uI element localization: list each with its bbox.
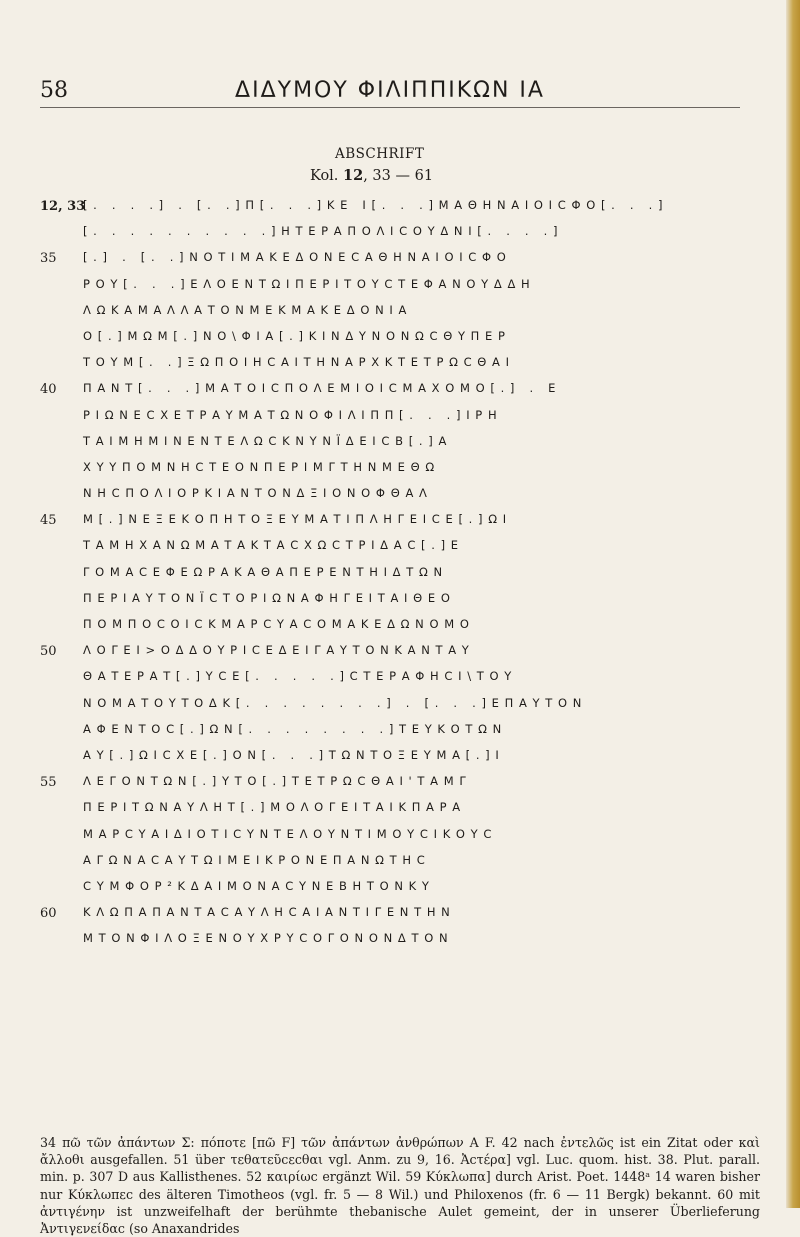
section-heading: ABSCHRIFT [335, 146, 425, 162]
line-text: Ο[.]ΜΩΜ[.]ΝΟ\ΦΙΑ[.]ΚΙΝΔΥΝΟΝΩϹΘΥΠΕΡ [83, 328, 511, 343]
line-text: ΠΟΜΠΟϹΟΙϹΚΜΑΡϹΥΑϹΟΜΑΚΕΔΩΝΟΜΟ [83, 617, 475, 631]
line-text: ΜΑΡϹΥΑΙΔΙΟΤΙϹΥΝΤΕΛΟΥΝΤΙΜΟΥϹΙΚΟΥϹ [83, 826, 498, 841]
column-reference [310, 167, 433, 184]
transcription-line [0, 275, 800, 301]
line-text: [.] . [. .]ΝΟΤΙΜΑΚΕΔΟΝΕϹΑΘΗΝΑΙΟΙϹΦΟ [83, 250, 512, 265]
transcription-line [0, 406, 800, 432]
line-text: ΜΤΟΝΦΙΛΟΞΕΝΟΥΧΡΥϹΟΓΟΝΟΝΔΤΟΝ [83, 931, 454, 946]
transcription-line [0, 929, 800, 955]
column-range: , 33 — 61 [363, 168, 434, 184]
line-text: ΠΑΝΤ[. . .]ΜΑΤΟΙϹΠΟΛΕΜΙΟΙϹΜΑΧΟΜΟ[.] . Ε [83, 381, 562, 396]
page-edge [786, 0, 800, 1208]
transcription-line [0, 353, 800, 379]
line-text: ΛΟΓΕΙ>ΟΔΔΟΥΡΙϹΕΔΕΙΓΑΥΤΟΝΚΑΝΤΑΥ [83, 643, 475, 658]
line-text: ΤΑΜΗΧΑΝΩΜΑΤΑΚΤΑϹΧΩϹΤΡΙΔΑϹ[.]Ε [83, 538, 464, 553]
transcription-lines [0, 196, 800, 955]
line-text: ΝΗϹΠΟΛΙΟΡΚΙΑΝΤΟΝΔΞΙΟΝΟΦΘΑΛ [83, 486, 433, 501]
line-text: ΘΑΤΕΡΑΤ[.]ΥϹΕ[. . . . .]ϹΤΕΡΑΦΗϹΙ\ΤΟΥ [83, 669, 517, 684]
transcription-line [0, 825, 800, 851]
transcription-line [0, 484, 800, 510]
line-text: ΡΙΩΝΕϹΧΕΤΡΑΥΜΑΤΩΝΟΦΙΛΙΠΠ[. . .]ΙΡΗ [83, 407, 503, 422]
transcription-line [0, 432, 800, 458]
line-number: 55 [40, 775, 57, 791]
transcription-line [0, 536, 800, 562]
column-prefix: Kol. [310, 168, 344, 184]
transcription-line [0, 327, 800, 353]
page-number: 58 [40, 78, 68, 103]
apparatus-notes: 34 πῶ τῶν ἀπάντων Σ: πόποτε [πῶ F] τῶν ἀπάντων ἀνθρώπων A F. 42 nach ἐντελῶς ist ein Zitat oder καὶ ἄλλοθι ausgefallen. 51 über τεθατεῦϲεϲθαι vgl. Anm. zu 9, 16. Ἀϲτέρα] vgl. Luc. quom. hist. 38. Plut. parall. min. p. 307 D aus Kallisthenes. 52 καιρίωϲ ergänzt Wil. 59 Κύκλωπα] durch Arist. Poet. 1448ᵃ 14 waren bisher nur Κύκλωπεϲ des älteren Timotheos (vgl. fr. 5 — 8 Wil.) und Philoxenos (fr. 6 — 11 Bergk) bekannt. 60 mit ἀντιγένην ist unzweifelhaft der berühmte thebanische Aulet gemeint, der in unserer Überlieferung Ἀντιγενείδαϲ (so Anaxandrides [40, 1135, 760, 1237]
line-text: ΡΟΥ[. . .]ΕΛΟΕΝΤΩΙΠΕΡΙΤΟΥϹΤΕΦΑΝΟΥΔΔΗ [83, 276, 536, 291]
transcription-line [0, 196, 800, 222]
line-text: ΑΥ[.]ΩΙϹΧΕ[.]ΟΝ[. . .]ΤΩΝΤΟΞΕΥΜΑ[.]Ι [83, 747, 505, 762]
line-number: 12, 33 [40, 199, 86, 214]
line-number: 45 [40, 513, 57, 529]
header-rule [40, 107, 740, 108]
line-text: ΠΕΡΙΑΥΤΟΝΪϹΤΟΡΙΩΝΑΦΗΓΕΙΤΑΙΘΕΟ [83, 590, 456, 605]
running-header [40, 78, 740, 108]
line-number: 40 [40, 382, 57, 398]
transcription-line [0, 877, 800, 903]
transcription-line [0, 458, 800, 484]
transcription-line [0, 641, 800, 667]
line-text: ΚΛΩΠΑΠΑΝΤΑϹΑΥΛΗϹΑΙΑΝΤΙΓΕΝΤΗΝ [83, 905, 456, 920]
transcription-line [0, 248, 800, 274]
line-text: ΤΟΥΜ[. .]ΞΩΠΟΙΗϹΑΙΤΗΝΑΡΧΚΤΕΤΡΩϹΘΑΙ [83, 355, 515, 370]
transcription-line [0, 510, 800, 536]
transcription-line [0, 720, 800, 746]
line-number: 35 [40, 251, 57, 267]
line-text: ΧΥΥΠΟΜΝΗϹΤΕΟΝΠΕΡΙΜΓΤΗΝΜΕΘΩ [83, 459, 440, 474]
line-text: Μ[.]ΝΕΞΕΚΟΠΗΤΟΞΕΥΜΑΤΙΠΛΗΓΕΙϹΕ[.]ΩΙ [83, 512, 512, 527]
transcription-line [0, 222, 800, 248]
line-text: ΛΩΚΑΜΑΛΛΑΤΟΝΜΕΚΜΑΚΕΔΟΝΙΑ [83, 302, 413, 317]
line-text: [. . . . . . . . . .]ΗΤΕΡΑΠΟΛΙϹΟΥΔΝΙ[. . . .] [83, 224, 564, 239]
transcription-line [0, 589, 800, 615]
line-text: ΑΦΕΝΤΟϹ[.]ΩΝ[. . . . . . . .]ΤΕΥΚΟΤΩΝ [83, 721, 507, 736]
line-text: ΓΟΜΑϹΕΦΕΩΡΑΚΑΘΑΠΕΡΕΝΤΗΙΔΤΩΝ [83, 564, 448, 579]
transcription-line [0, 301, 800, 327]
line-text: ϹΥΜΦΟΡ²ΚΔΑΙΜΟΝΑϹΥΝΕΒΗΤΟΝΚΥ [83, 878, 435, 893]
transcription-line [0, 694, 800, 720]
line-text: ΑΓΩΝΑϹΑΥΤΩΙΜΕΙΚΡΟΝΕΠΑΝΩΤΗϹ [83, 852, 431, 867]
transcription-line [0, 667, 800, 693]
line-text: ΛΕΓΟΝΤΩΝ[.]ΥΤΟ[.]ΤΕΤΡΩϹΘΑΙ'ΤΑΜΓ [83, 774, 472, 789]
line-text: [. . . .] . [. .]Π[. . .]ΚΕ Ι[. . .]ΜΑΘΗΝΑΙΟΙϹΦΟ[. . .] [83, 198, 669, 212]
transcription-line [0, 746, 800, 772]
transcription-line [0, 903, 800, 929]
transcription-line [0, 798, 800, 824]
transcription-line [0, 563, 800, 589]
transcription-line [0, 615, 800, 641]
transcription-line [0, 772, 800, 798]
transcription-line [0, 379, 800, 405]
line-text: ΠΕΡΙΤΩΝΑΥΛΗΤ[.]ΜΟΛΟΓΕΙΤΑΙΚΠΑΡΑ [83, 800, 466, 815]
column-number: 12 [343, 167, 364, 184]
line-number: 50 [40, 644, 57, 660]
running-title: ΔΙΔΥΜΟΥ ΦΙΛΙΠΠΙΚΩΝ ΙΑ [235, 78, 545, 103]
line-text: ΝΟΜΑΤΟΥΤΟΔΚ[. . . . . . . .] . [. . .]ΕΠΑΥΤΟΝ [83, 695, 588, 710]
line-number: 60 [40, 906, 57, 922]
line-text: ΤΑΙΜΗΜΙΝΕΝΤΕΛΩϹΚΝΥΝΪΔΕΙϹΒ[.]Α [83, 433, 453, 448]
transcription-line [0, 851, 800, 877]
